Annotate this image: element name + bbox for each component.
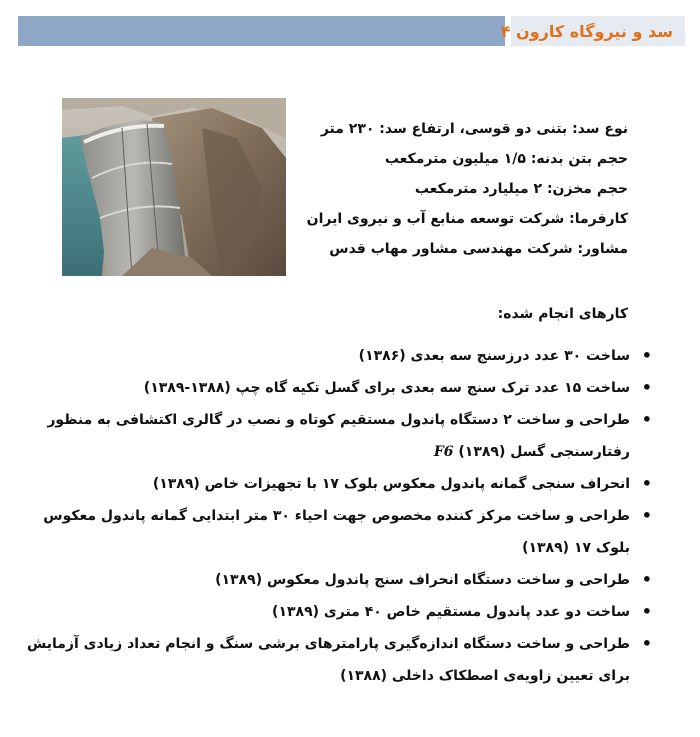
work-text-continued — [20, 436, 630, 468]
list-item — [20, 340, 656, 372]
info-consultant: مشاور: شرکت مهندسی مشاور مهاب قدس — [329, 241, 628, 257]
work-text: ساخت دو عدد پاندول مستقیم خاص ۴۰ متری (۱۳۸۹) — [272, 604, 630, 620]
header-tab — [500, 16, 685, 46]
work-text: انحراف سنجی گمانه پاندول معکوس بلوک ۱۷ با تجهیزات خاص (۱۳۸۹) — [152, 476, 630, 492]
work-text: طراحی و ساخت مرکز کننده مخصوص جهت احیاء ۳۰ متر ابتدایی گمانه پاندول معکوس — [43, 508, 630, 524]
work-text-part: رفتارسنجی گسل — [505, 444, 630, 460]
work-text-continued: بلوک ۱۷ (۱۳۸۹) — [522, 540, 630, 556]
dam-photo-icon — [62, 98, 286, 276]
page-title: سد و نیروگاه کارون ۴ — [500, 21, 673, 41]
info-dam-type: نوع سد: بتنی دو قوسی، ارتفاع سد: ۲۳۰ متر — [320, 121, 628, 137]
works-list — [20, 340, 656, 692]
work-text-part: (۱۳۸۹) — [453, 444, 506, 460]
dam-info — [288, 114, 628, 264]
list-item — [20, 500, 656, 564]
info-concrete-volume: حجم بتن بدنه: ۱/۵ میلیون مترمکعب — [384, 151, 628, 167]
work-text: طراحی و ساخت دستگاه انحراف سنج پاندول معکوس (۱۳۸۹) — [215, 572, 630, 588]
work-text: طراحی و ساخت ۲ دستگاه پاندول مستقیم کوتاه و نصب در گالری اکتشافی به منظور — [47, 412, 630, 428]
works-title: کارهای انجام شده: — [497, 306, 628, 322]
list-item — [20, 564, 656, 596]
list-item — [20, 628, 656, 692]
info-reservoir-volume: حجم مخزن: ۲ میلیارد مترمکعب — [414, 181, 628, 197]
work-text: طراحی و ساخت دستگاه اندازه‌گیری پارامترهای برشی سنگ و انجام تعداد زیادی آزمایش — [26, 636, 630, 652]
work-text: ساخت ۱۵ عدد ترک سنج سه بعدی برای گسل تکیه گاه چپ (۱۳۸۸-۱۳۸۹) — [143, 380, 630, 396]
fault-code: F6 — [433, 444, 454, 460]
list-item — [20, 596, 656, 628]
list-item — [20, 404, 656, 468]
list-item — [20, 468, 656, 500]
header-bar — [18, 16, 685, 46]
work-text: ساخت ۳۰ عدد درزسنج سه بعدی (۱۳۸۶) — [358, 348, 630, 364]
work-text-continued: برای تعیین زاویه‌ی اصطکاک داخلی (۱۳۸۸) — [340, 668, 630, 684]
info-employer: کارفرما: شرکت توسعه منابع آب و نیروی ایران — [306, 211, 628, 227]
list-item — [20, 372, 656, 404]
